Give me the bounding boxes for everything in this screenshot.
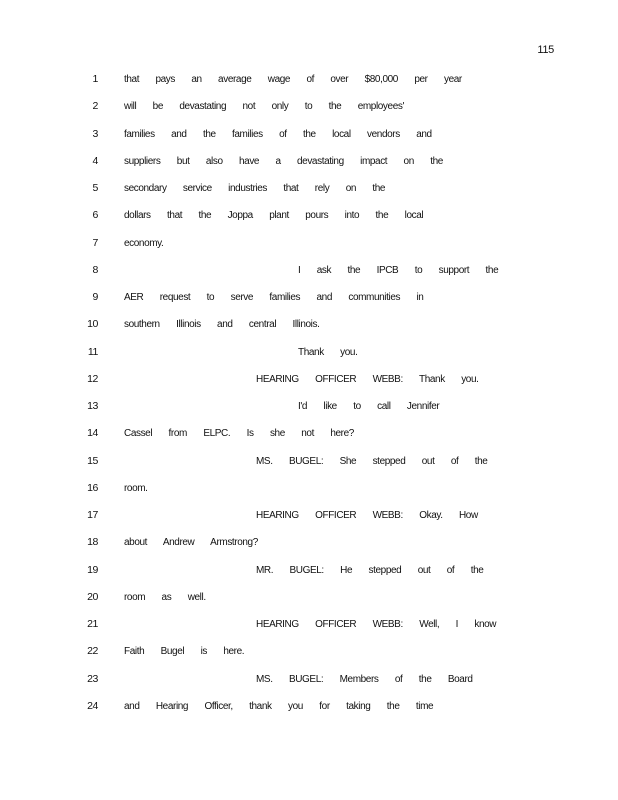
transcript-line: [0, 557, 618, 584]
line-text: economy.: [124, 237, 164, 249]
line-number: 17: [87, 509, 98, 521]
line-text: AER request to serve families and communities in: [124, 292, 424, 303]
transcript-line: [0, 638, 618, 665]
line-number: 16: [87, 481, 98, 494]
line-number: 13: [87, 400, 98, 412]
line-text: Faith Bugel is here.: [124, 646, 245, 658]
line-number: 22: [87, 645, 98, 658]
line-number: 4: [92, 154, 98, 167]
line-number: 10: [87, 318, 98, 331]
line-text: Thank you.: [298, 346, 358, 358]
line-text: families and the families of the local vendors and: [124, 128, 432, 140]
line-text: southern Illinois and central Illinois.: [124, 319, 320, 331]
transcript-line: [0, 393, 618, 420]
transcript-line: [0, 202, 618, 229]
line-text: about Andrew Armstrong?: [124, 537, 258, 549]
line-text: I ask the IPCB to support the: [298, 264, 499, 276]
line-number: 24: [87, 699, 98, 712]
line-text: will be devastating not only to the employees': [124, 101, 404, 113]
transcript-line: [0, 66, 618, 93]
line-text: MS. BUGEL: Members of the Board: [256, 673, 473, 685]
transcript-line: [0, 339, 618, 366]
page-number: 115: [537, 44, 554, 56]
line-number: 6: [92, 209, 98, 222]
transcript-line: [0, 529, 618, 556]
line-number: 8: [92, 263, 98, 276]
transcript-line: [0, 666, 618, 693]
line-number: 20: [87, 590, 98, 603]
line-number: 5: [92, 182, 98, 194]
line-text: secondary service industries that rely on the: [124, 183, 386, 194]
transcript-line: [0, 175, 618, 202]
transcript-line: [0, 311, 618, 338]
line-number: 12: [87, 372, 98, 385]
line-text: MR. BUGEL: He stepped out of the: [256, 564, 484, 576]
line-text: HEARING OFFICER WEBB: Thank you.: [256, 373, 479, 385]
line-text: MS. BUGEL: She stepped out of the: [256, 455, 488, 467]
line-text: and Hearing Officer, thank you for taking the time: [124, 700, 434, 712]
transcript-line: [0, 366, 618, 393]
line-text: room as well.: [124, 591, 206, 603]
line-number: 14: [87, 427, 98, 440]
transcript-line: [0, 257, 618, 284]
line-text: dollars that the Joppa plant pours into the local: [124, 210, 424, 222]
transcript-line: [0, 420, 618, 447]
line-text: suppliers but also have a devastating impact on the: [124, 155, 443, 167]
line-number: 1: [92, 73, 98, 85]
line-number: 19: [87, 563, 98, 576]
line-number: 2: [92, 100, 98, 113]
transcript-line: [0, 502, 618, 529]
transcript-line: [0, 284, 618, 311]
line-text: I'd like to call Jennifer: [298, 401, 440, 412]
line-text: Cassel from ELPC. Is she not here?: [124, 428, 354, 440]
line-number: 9: [92, 291, 98, 303]
line-number: 7: [92, 236, 98, 249]
line-number: 21: [87, 618, 98, 630]
line-number: 18: [87, 536, 98, 549]
transcript-line: [0, 93, 618, 120]
line-number: 15: [87, 454, 98, 467]
transcript-line: [0, 475, 618, 502]
line-number: 3: [92, 127, 98, 140]
line-text: that pays an average wage of over $80,000 per year: [124, 74, 462, 85]
transcript-line: [0, 230, 618, 257]
transcript-body: [0, 66, 618, 720]
line-number: 11: [87, 345, 98, 358]
line-text: HEARING OFFICER WEBB: Well, I know: [256, 619, 497, 630]
transcript-line: [0, 584, 618, 611]
transcript-line: [0, 121, 618, 148]
line-text: room.: [124, 482, 148, 494]
transcript-line: [0, 693, 618, 720]
transcript-line: [0, 448, 618, 475]
transcript-line: [0, 148, 618, 175]
transcript-line: [0, 611, 618, 638]
line-number: 23: [87, 672, 98, 685]
line-text: HEARING OFFICER WEBB: Okay. How: [256, 510, 478, 521]
